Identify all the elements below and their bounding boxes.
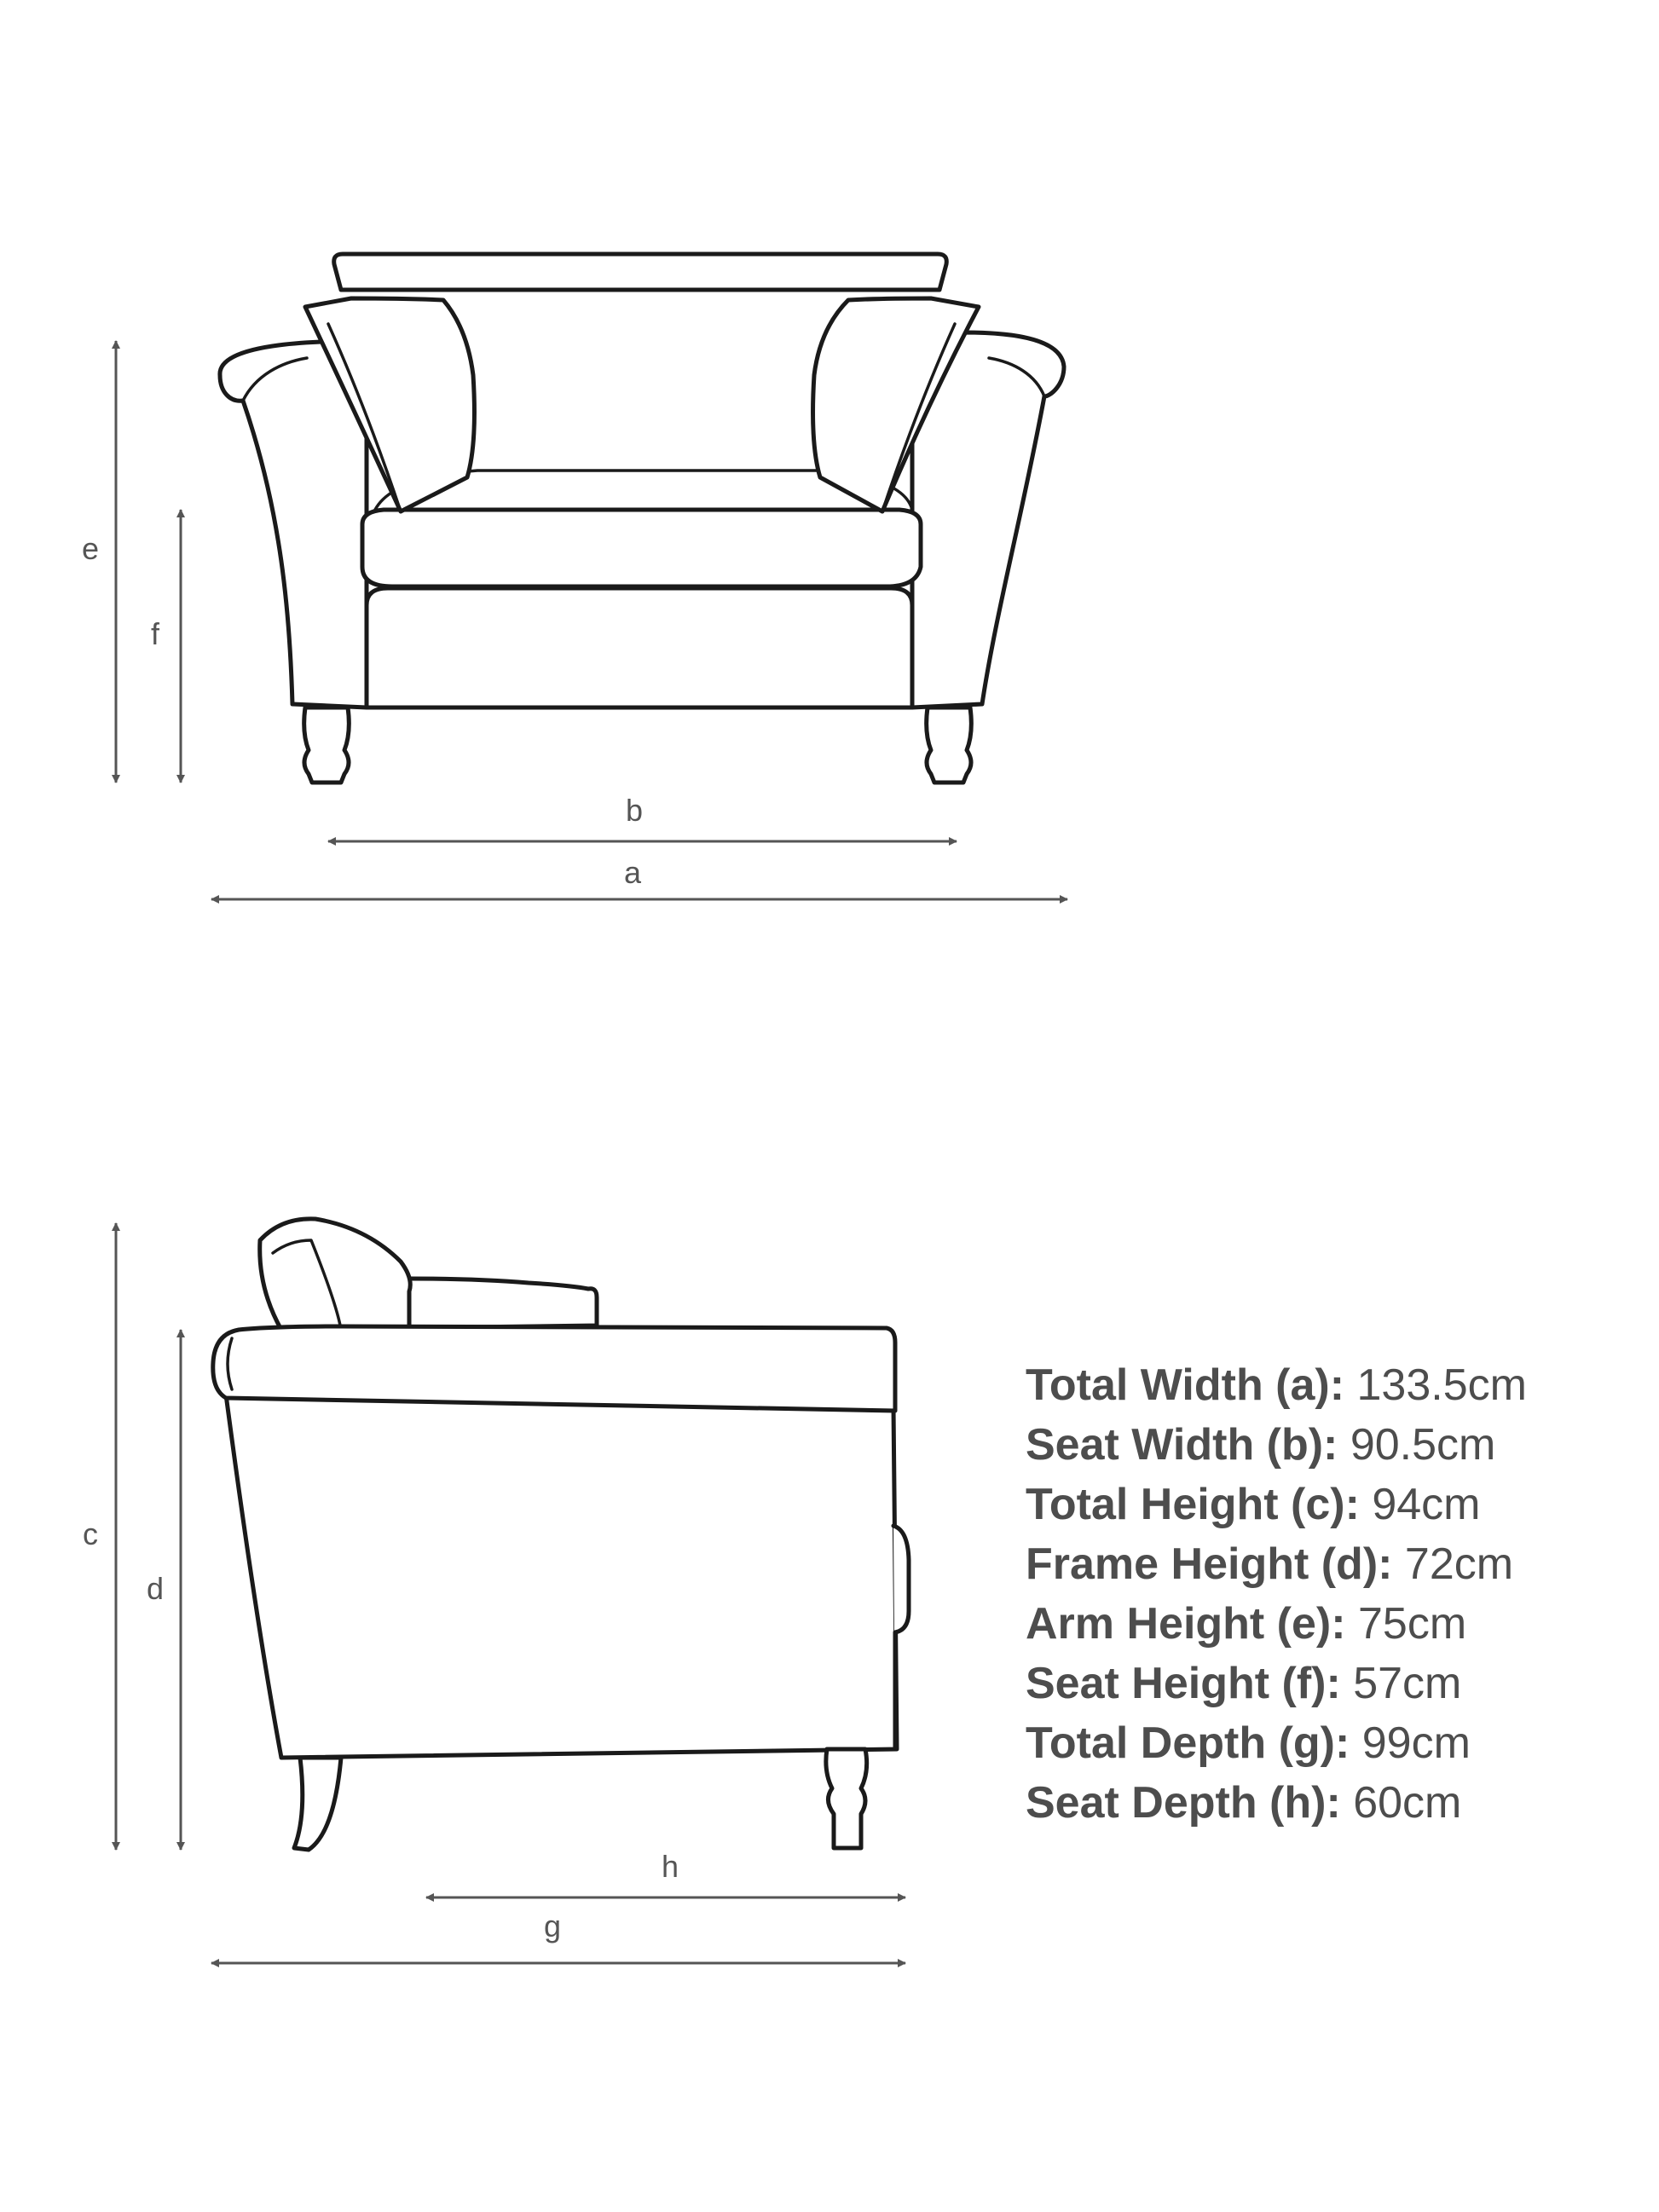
spec-label: Frame Height (d):	[1026, 1539, 1393, 1589]
spec-seat-height	[1026, 1654, 1527, 1713]
spec-value: 75cm	[1358, 1599, 1467, 1649]
dimension-label-e: e	[81, 531, 100, 566]
dimension-label-b: b	[625, 793, 644, 828]
side-body	[226, 1395, 897, 1758]
spec-value: 90.5cm	[1350, 1420, 1496, 1470]
dimension-label-c: c	[83, 1516, 98, 1551]
dimension-label-d: d	[146, 1571, 165, 1606]
spec-label: Arm Height (e):	[1026, 1599, 1346, 1649]
spec-arm-height	[1026, 1594, 1527, 1654]
spec-value: 57cm	[1353, 1659, 1462, 1708]
side-back-leg	[294, 1758, 341, 1850]
spec-label: Seat Height (f):	[1026, 1659, 1341, 1708]
dimension-label-g: g	[543, 1909, 562, 1943]
spec-total-height	[1026, 1475, 1527, 1534]
side-view-chair	[213, 1219, 909, 1850]
spec-label: Total Height (c):	[1026, 1480, 1360, 1529]
front-frame	[367, 588, 912, 707]
dimension-label-a: a	[623, 855, 642, 890]
spec-seat-width	[1026, 1415, 1527, 1475]
dimension-label-f: f	[150, 616, 160, 651]
spec-total-depth	[1026, 1713, 1527, 1773]
side-back-cushion	[396, 1279, 597, 1328]
front-view-chair	[220, 254, 1064, 783]
spec-label: Seat Width (b):	[1026, 1420, 1338, 1470]
side-front-leg	[826, 1749, 867, 1848]
spec-label: Total Depth (g):	[1026, 1718, 1350, 1768]
specification-list	[1026, 1355, 1527, 1833]
spec-total-width	[1026, 1355, 1527, 1415]
front-seat-cushion	[362, 510, 921, 586]
side-scatter-cushion	[260, 1219, 411, 1330]
spec-seat-depth	[1026, 1773, 1527, 1833]
spec-value: 60cm	[1353, 1778, 1462, 1828]
spec-value: 72cm	[1404, 1539, 1514, 1589]
side-arm-roll	[213, 1326, 895, 1411]
front-left-leg	[304, 707, 350, 783]
side-front-bulge	[893, 1526, 909, 1747]
spec-frame-height	[1026, 1534, 1527, 1594]
spec-value: 94cm	[1372, 1480, 1481, 1529]
spec-value: 99cm	[1361, 1718, 1471, 1768]
front-right-leg	[927, 707, 972, 783]
spec-label: Total Width (a):	[1026, 1360, 1345, 1410]
dimension-label-h: h	[661, 1849, 679, 1884]
spec-label: Seat Depth (h):	[1026, 1778, 1341, 1828]
front-back-cushion	[334, 254, 947, 290]
spec-value: 133.5cm	[1356, 1360, 1527, 1410]
